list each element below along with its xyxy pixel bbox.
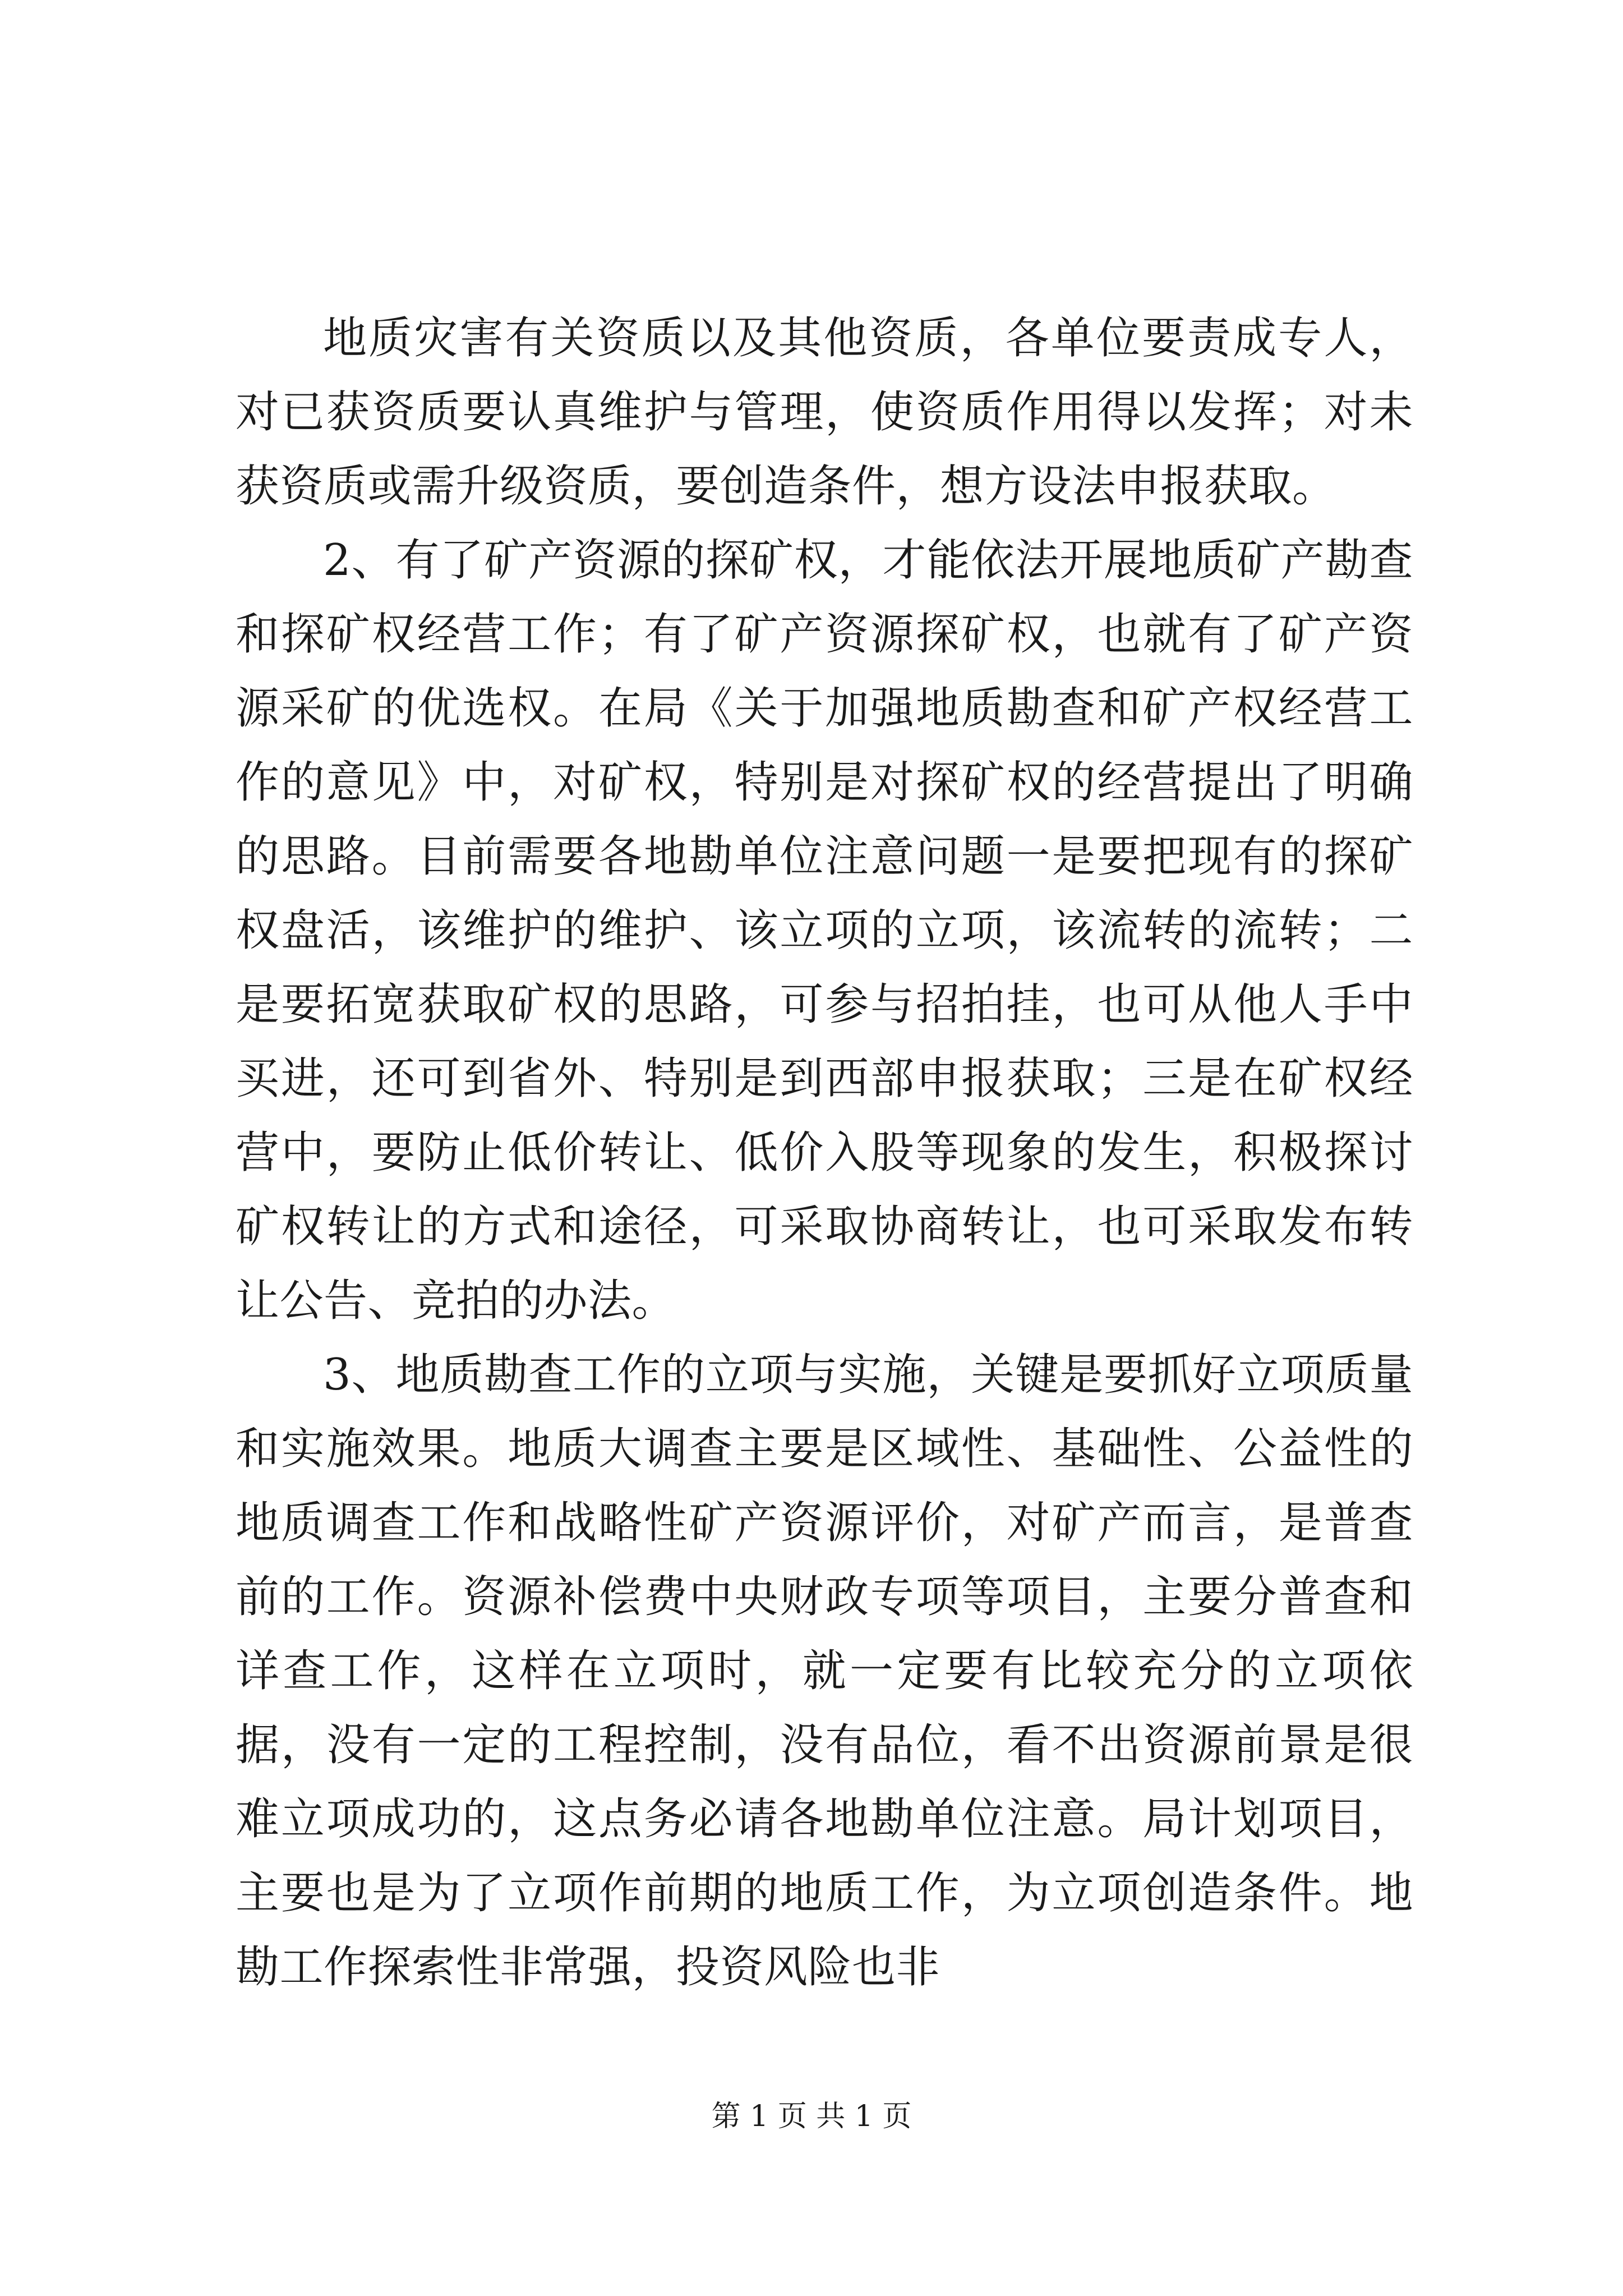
paragraph-qualification: 地质灾害有关资质以及其他资质，各单位要责成专人，对已获资质要认真维护与管理，使资质作用得以发挥；对未获资质或需升级资质，要创造条件，想方设法申报获取。 [236,313,1413,512]
document-body [236,301,1413,2004]
page-footer: 第 1 页 共 1 页 [711,2100,912,2133]
paragraph-project-approval: 3、地质勘查工作的立项与实施，关键是要抓好立项质量和实施效果。地质大调查主要是区域性、基础性、公益性的地质调查工作和战略性矿产资源评价，对矿产而言，是普查前的工作。资源补偿费中央财政专项等项目，主要分普查和详查工作，这样在立项时，就一定要有比较充分的立项依据，没有一定的工程控制，没有品位，看不出资源前景是很难立项成功的，这点务必请各地勘单位注意。局计划项目，主要也是为了立项作前期的地质工作，为立项创造条件。地勘工作探索性非常强，投资风险也非 [236,1350,1413,1993]
paragraph-exploration-rights: 2、有了矿产资源的探矿权，才能依法开展地质矿产勘查和探矿权经营工作；有了矿产资源探矿权，也就有了矿产资源采矿的优选权。在局《关于加强地质勘查和矿产权经营工作的意见》中，对矿权，特别是对探矿权的经营提出了明确的思路。目前需要各地勘单位注意问题一是要把现有的探矿权盘活，该维护的维护、该立项的立项，该流转的流转；二是要拓宽获取矿权的思路，可参与招拍挂，也可从他人手中买进，还可到省外、特别是到西部申报获取；三是在矿权经营中，要防止低价转让、低价入股等现象的发生，积极探讨矿权转让的方式和途径，可采取协商转让，也可采取发布转让公告、竞拍的办法。 [236,535,1413,1326]
